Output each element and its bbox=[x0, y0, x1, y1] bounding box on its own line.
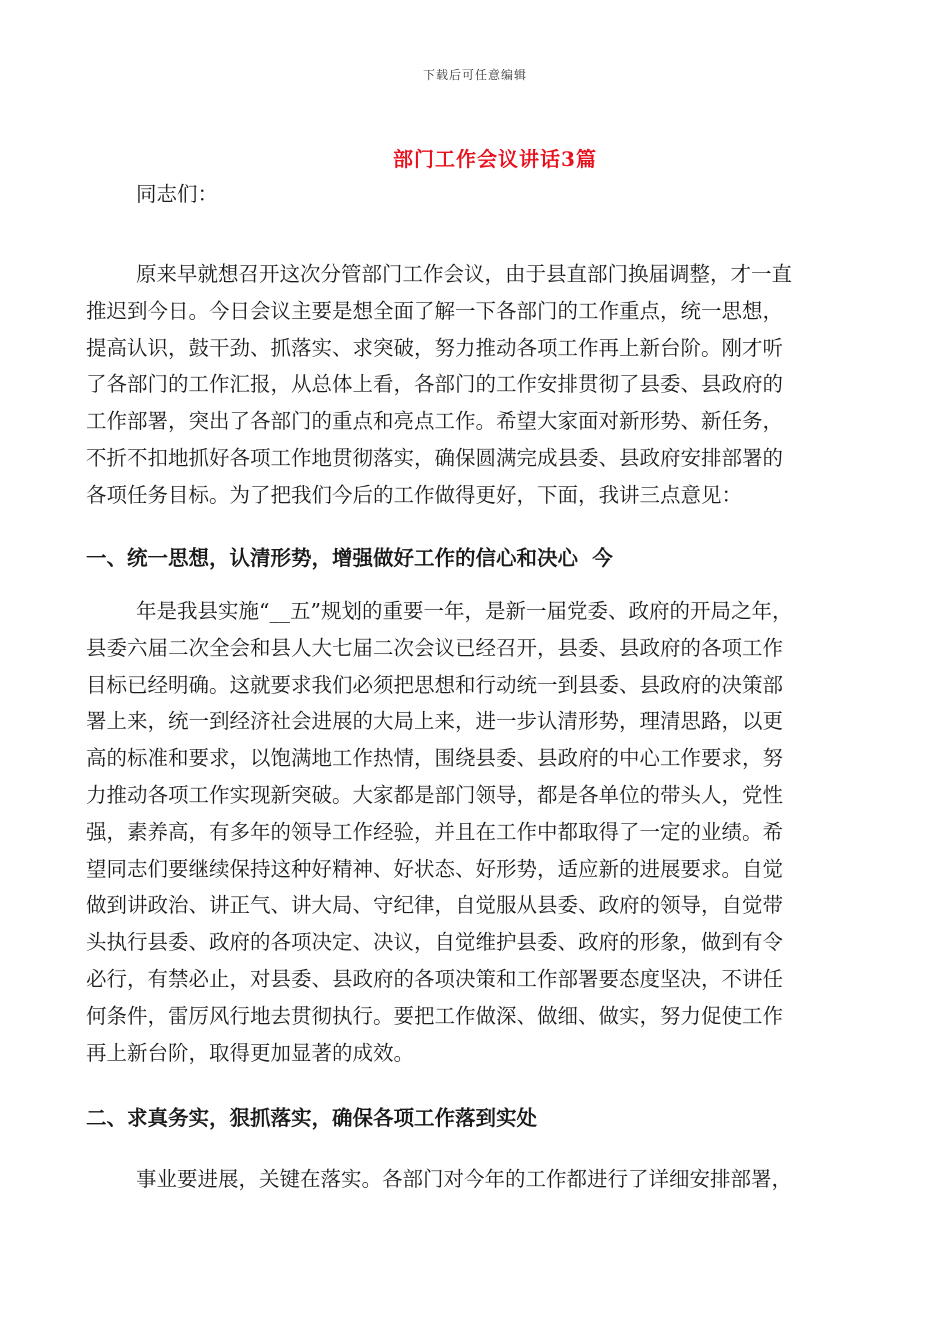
paragraph-line: 原来早就想召开这次分管部门工作会议，由于县直部门换届调整，才一直 bbox=[136, 262, 792, 286]
paragraph-line: 事业要进展，关键在落实。各部门对今年的工作都进行了详细安排部署， bbox=[136, 1167, 792, 1191]
paragraph-2 bbox=[86, 593, 858, 1071]
paragraph-line: 不折不扣地抓好各项工作地贯彻落实，确保圆满完成县委、县政府安排部署的 bbox=[86, 445, 783, 470]
paragraph-line: 何条件，雷厉风行地去贯彻执行。要把工作做深、做细、做实，努力促使工作 bbox=[86, 1003, 783, 1028]
paragraph-line: 高的标准和要求，以饱满地工作热情，围绕县委、县政府的中心工作要求，努 bbox=[86, 746, 783, 771]
paragraph-line: 署上来，统一到经济社会进展的大局上来，进一步认清形势，理清思路，以更 bbox=[86, 709, 783, 734]
paragraph-line: 推迟到今日。今日会议主要是想全面了解一下各部门的工作重点，统一思想， bbox=[86, 298, 783, 323]
paragraph-line: 各项任务目标。为了把我们今后的工作做得更好，下面，我讲三点意见： bbox=[86, 482, 742, 507]
paragraph-line: 强，素养高，有多年的领导工作经验，并且在工作中都取得了一定的业绩。希 bbox=[86, 819, 783, 844]
paragraph-line: 年是我县实施“__五”规划的重要一年，是新一届党委、政府的开局之年， bbox=[136, 599, 793, 623]
paragraph-line: 必行，有禁必止，对县委、县政府的各项决策和工作部署要态度坚决，不讲任 bbox=[86, 966, 783, 991]
header-note: 下载后可任意编辑 bbox=[422, 68, 527, 82]
paragraph-line: 工作部署，突出了各部门的重点和亮点工作。希望大家面对新形势、新任务， bbox=[86, 409, 783, 434]
paragraph-line: 县委六届二次全会和县人大七届二次会议已经召开，县委、县政府的各项工作 bbox=[86, 635, 783, 660]
paragraph-line: 再上新台阶，取得更加显著的成效。 bbox=[86, 1040, 414, 1065]
paragraph-line: 提高认识，鼓干劲、抓落实、求突破，努力推动各项工作再上新台阶。刚才听 bbox=[86, 335, 783, 360]
document-title: 部门工作会议讲话3篇 bbox=[393, 147, 597, 171]
paragraph-1 bbox=[86, 256, 858, 514]
paragraph-line: 了各部门的工作汇报，从总体上看，各部门的工作安排贯彻了县委、县政府的 bbox=[86, 372, 783, 397]
section-heading-2: 二、求真务实，狠抓落实，确保各项工作落到实处 bbox=[86, 1106, 537, 1130]
paragraph-line: 头执行县委、政府的各项决定、决议，自觉维护县委、政府的形象，做到有令 bbox=[86, 930, 783, 955]
paragraph-line: 做到讲政治、讲正气、讲大局、守纪律，自觉服从县委、政府的领导，自觉带 bbox=[86, 893, 783, 918]
paragraph-line: 望同志们要继续保持这种好精神、好状态、好形势，适应新的进展要求。自觉 bbox=[86, 856, 783, 881]
salutation: 同志们： bbox=[136, 182, 218, 206]
paragraph-line: 目标已经明确。这就要求我们必须把思想和行动统一到县委、县政府的决策部 bbox=[86, 672, 783, 697]
section-heading-1: 一、统一思想，认清形势，增强做好工作的信心和决心 今 bbox=[86, 546, 613, 570]
paragraph-3 bbox=[86, 1161, 858, 1198]
paragraph-line: 力推动各项工作实现新突破。大家都是部门领导，都是各单位的带头人，党性 bbox=[86, 782, 783, 807]
